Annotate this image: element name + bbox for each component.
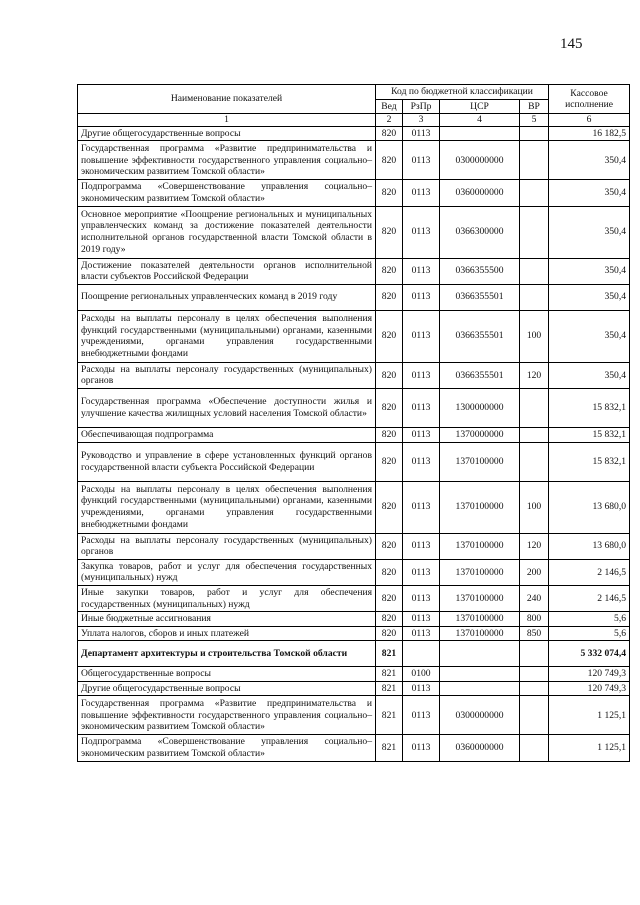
- row-cash-execution: 5 332 074,4: [549, 641, 630, 667]
- row-vr: [520, 735, 549, 761]
- row-csr: 0360000000: [440, 180, 520, 206]
- row-csr: [440, 126, 520, 141]
- row-rzpr: 0113: [403, 481, 440, 533]
- header-code-group: Код по бюджетной классификации: [376, 85, 549, 100]
- column-number: 4: [440, 114, 520, 127]
- row-vr: 120: [520, 533, 549, 559]
- row-csr: 0366355501: [440, 284, 520, 310]
- row-rzpr: 0113: [403, 141, 440, 180]
- row-name: Руководство и управление в сфере установленных функций органов государственной власти субъекта Российской Федерации: [78, 442, 376, 481]
- table-row: [78, 626, 630, 641]
- row-csr: 0300000000: [440, 141, 520, 180]
- table-row: [78, 206, 630, 258]
- row-rzpr: 0113: [403, 735, 440, 761]
- row-ved: 821: [376, 735, 403, 761]
- row-rzpr: 0113: [403, 206, 440, 258]
- row-cash-execution: 350,4: [549, 258, 630, 284]
- row-csr: 0366355501: [440, 310, 520, 362]
- row-cash-execution: 350,4: [549, 284, 630, 310]
- row-name: Поощрение региональных управленческих команд в 2019 году: [78, 284, 376, 310]
- column-number: 6: [549, 114, 630, 127]
- table-row: [78, 362, 630, 388]
- row-ved: 820: [376, 626, 403, 641]
- row-rzpr: [403, 641, 440, 667]
- row-cash-execution: 350,4: [549, 310, 630, 362]
- table-row: [78, 641, 630, 667]
- row-name: Основное мероприятие «Поощрение региональных и муниципальных управленческих команд за достижение показателей деятельности исполнительной органов государственной власти Томской области в 2019 году»: [78, 206, 376, 258]
- row-csr: 1370100000: [440, 481, 520, 533]
- row-vr: [520, 141, 549, 180]
- header-csr: ЦСР: [440, 99, 520, 114]
- row-name: Другие общегосударственные вопросы: [78, 126, 376, 141]
- header-name: Наименование показателей: [78, 85, 376, 114]
- row-vr: 100: [520, 481, 549, 533]
- row-ved: 820: [376, 442, 403, 481]
- table-row: [78, 427, 630, 442]
- row-rzpr: 0113: [403, 362, 440, 388]
- row-vr: [520, 258, 549, 284]
- table-row: [78, 180, 630, 206]
- row-ved: 821: [376, 696, 403, 735]
- row-vr: [520, 206, 549, 258]
- row-name: Обеспечивающая подпрограмма: [78, 427, 376, 442]
- table-row: [78, 126, 630, 141]
- table-row: [78, 284, 630, 310]
- row-rzpr: 0113: [403, 427, 440, 442]
- row-ved: 820: [376, 310, 403, 362]
- row-cash-execution: 350,4: [549, 180, 630, 206]
- row-ved: 820: [376, 362, 403, 388]
- row-cash-execution: 5,6: [549, 612, 630, 627]
- row-ved: 820: [376, 258, 403, 284]
- row-cash-execution: 350,4: [549, 362, 630, 388]
- row-ved: 821: [376, 641, 403, 667]
- table-row: [78, 310, 630, 362]
- table-row: [78, 696, 630, 735]
- row-name: Расходы на выплаты персоналу в целях обеспечения выполнения функций государственными (муниципальными) органами, казенными учреждениями, органами управления государственными внебюджетными фондами: [78, 310, 376, 362]
- page-number: 145: [560, 36, 583, 52]
- row-vr: [520, 284, 549, 310]
- row-csr: 1300000000: [440, 388, 520, 427]
- row-csr: [440, 681, 520, 696]
- row-cash-execution: 120 749,3: [549, 681, 630, 696]
- row-csr: 1370100000: [440, 559, 520, 585]
- row-name: Государственная программа «Развитие предпринимательства и повышение эффективности государственного управления социально–экономическим развитием Томской области»: [78, 141, 376, 180]
- row-ved: 820: [376, 427, 403, 442]
- row-csr: 0360000000: [440, 735, 520, 761]
- column-number: 3: [403, 114, 440, 127]
- table-row: [78, 533, 630, 559]
- table-row: [78, 258, 630, 284]
- row-vr: [520, 696, 549, 735]
- row-rzpr: 0113: [403, 626, 440, 641]
- row-name: Расходы на выплаты персоналу в целях обеспечения выполнения функций государственными (муниципальными) органами, казенными учреждениями, органами управления государственными внебюджетными фондами: [78, 481, 376, 533]
- header-rzpr: РзПр: [403, 99, 440, 114]
- row-name: Государственная программа «Обеспечение доступности жилья и улучшение качества жилищных условий населения Томской области»: [78, 388, 376, 427]
- row-ved: 820: [376, 585, 403, 611]
- row-ved: 820: [376, 559, 403, 585]
- row-cash-execution: 13 680,0: [549, 481, 630, 533]
- row-name: Иные закупки товаров, работ и услуг для обеспечения государственных (муниципальных) нужд: [78, 585, 376, 611]
- row-rzpr: 0113: [403, 258, 440, 284]
- row-cash-execution: 15 832,1: [549, 388, 630, 427]
- budget-table: [77, 84, 630, 762]
- row-name: Достижение показателей деятельности органов исполнительной власти субъектов Российской Федерации: [78, 258, 376, 284]
- column-number: 2: [376, 114, 403, 127]
- row-vr: [520, 427, 549, 442]
- row-cash-execution: 350,4: [549, 141, 630, 180]
- row-rzpr: 0113: [403, 310, 440, 362]
- row-name: Расходы на выплаты персоналу государственных (муниципальных) органов: [78, 362, 376, 388]
- row-vr: 850: [520, 626, 549, 641]
- row-rzpr: 0113: [403, 696, 440, 735]
- row-vr: 240: [520, 585, 549, 611]
- row-cash-execution: 2 146,5: [549, 585, 630, 611]
- row-rzpr: 0113: [403, 284, 440, 310]
- table-row: [78, 681, 630, 696]
- column-number: 5: [520, 114, 549, 127]
- table-row: [78, 612, 630, 627]
- row-ved: 820: [376, 141, 403, 180]
- row-rzpr: 0100: [403, 667, 440, 682]
- row-cash-execution: 16 182,5: [549, 126, 630, 141]
- row-vr: [520, 667, 549, 682]
- row-csr: 1370100000: [440, 533, 520, 559]
- row-name: Подпрограмма «Совершенствование управления социально–экономическим развитием Томской области»: [78, 735, 376, 761]
- row-ved: 821: [376, 667, 403, 682]
- row-ved: 820: [376, 180, 403, 206]
- row-ved: 820: [376, 388, 403, 427]
- table-row: [78, 667, 630, 682]
- table-row: [78, 141, 630, 180]
- row-name: Другие общегосударственные вопросы: [78, 681, 376, 696]
- row-vr: [520, 388, 549, 427]
- row-csr: 0300000000: [440, 696, 520, 735]
- row-vr: [520, 180, 549, 206]
- table-row: [78, 481, 630, 533]
- row-csr: 1370100000: [440, 585, 520, 611]
- row-name: Общегосударственные вопросы: [78, 667, 376, 682]
- row-cash-execution: 1 125,1: [549, 696, 630, 735]
- row-vr: 120: [520, 362, 549, 388]
- table-row: [78, 388, 630, 427]
- row-rzpr: 0113: [403, 612, 440, 627]
- row-cash-execution: 350,4: [549, 206, 630, 258]
- row-name: Расходы на выплаты персоналу государственных (муниципальных) органов: [78, 533, 376, 559]
- table-row: [78, 585, 630, 611]
- header-cash: Кассовое исполнение: [549, 85, 630, 114]
- row-rzpr: 0113: [403, 388, 440, 427]
- row-csr: 1370100000: [440, 626, 520, 641]
- row-ved: 820: [376, 206, 403, 258]
- row-cash-execution: 15 832,1: [549, 442, 630, 481]
- row-csr: 0366300000: [440, 206, 520, 258]
- row-rzpr: 0113: [403, 126, 440, 141]
- row-ved: 820: [376, 533, 403, 559]
- row-rzpr: 0113: [403, 533, 440, 559]
- row-csr: 0366355501: [440, 362, 520, 388]
- row-csr: 1370100000: [440, 612, 520, 627]
- row-rzpr: 0113: [403, 442, 440, 481]
- table-row: [78, 442, 630, 481]
- row-ved: 820: [376, 612, 403, 627]
- row-name: Государственная программа «Развитие предпринимательства и повышение эффективности государственного управления социально–экономическим развитием Томской области»: [78, 696, 376, 735]
- header-vr: ВР: [520, 99, 549, 114]
- row-csr: [440, 641, 520, 667]
- row-rzpr: 0113: [403, 585, 440, 611]
- row-cash-execution: 120 749,3: [549, 667, 630, 682]
- column-number: 1: [78, 114, 376, 127]
- row-rzpr: 0113: [403, 180, 440, 206]
- row-ved: 820: [376, 481, 403, 533]
- table-row: [78, 559, 630, 585]
- row-name: Уплата налогов, сборов и иных платежей: [78, 626, 376, 641]
- row-vr: [520, 442, 549, 481]
- row-rzpr: 0113: [403, 681, 440, 696]
- row-cash-execution: 5,6: [549, 626, 630, 641]
- row-csr: [440, 667, 520, 682]
- row-vr: [520, 641, 549, 667]
- row-cash-execution: 2 146,5: [549, 559, 630, 585]
- row-ved: 820: [376, 126, 403, 141]
- row-name: Закупка товаров, работ и услуг для обеспечения государственных (муниципальных) нужд: [78, 559, 376, 585]
- row-csr: 1370000000: [440, 427, 520, 442]
- row-cash-execution: 15 832,1: [549, 427, 630, 442]
- row-ved: 821: [376, 681, 403, 696]
- row-rzpr: 0113: [403, 559, 440, 585]
- row-cash-execution: 13 680,0: [549, 533, 630, 559]
- row-name: Подпрограмма «Совершенствование управления социально–экономическим развитием Томской области»: [78, 180, 376, 206]
- header-ved: Вед: [376, 99, 403, 114]
- row-cash-execution: 1 125,1: [549, 735, 630, 761]
- table-row: [78, 735, 630, 761]
- row-vr: 100: [520, 310, 549, 362]
- row-vr: [520, 681, 549, 696]
- row-vr: 800: [520, 612, 549, 627]
- row-name: Департамент архитектуры и строительства Томской области: [78, 641, 376, 667]
- row-csr: 1370100000: [440, 442, 520, 481]
- row-vr: 200: [520, 559, 549, 585]
- row-csr: 0366355500: [440, 258, 520, 284]
- row-vr: [520, 126, 549, 141]
- row-ved: 820: [376, 284, 403, 310]
- row-name: Иные бюджетные ассигнования: [78, 612, 376, 627]
